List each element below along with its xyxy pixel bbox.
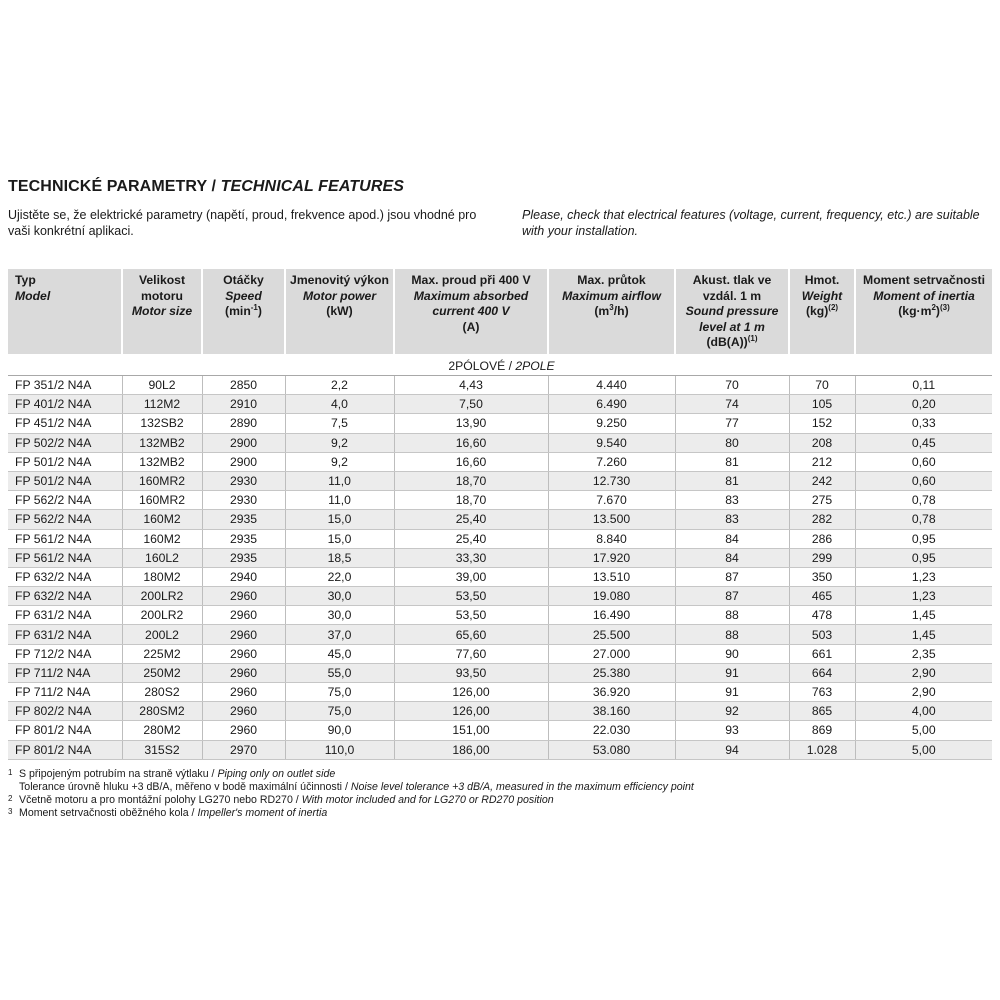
- cell-max-airflow: 7.670: [548, 491, 675, 510]
- cell-moment-of-inertia: 1,23: [855, 587, 992, 606]
- cell-motor-size: 132MB2: [122, 433, 202, 452]
- cell-moment-of-inertia: 0,95: [855, 529, 992, 548]
- cell-motor-size: 132SB2: [122, 414, 202, 433]
- footnote: [8, 768, 992, 781]
- cell-motor-power: 2,2: [285, 376, 394, 395]
- cell-max-current: 16,60: [394, 433, 548, 452]
- cell-weight: 282: [789, 510, 855, 529]
- cell-model: FP 711/2 N4A: [8, 663, 122, 682]
- cell-max-airflow: 9.540: [548, 433, 675, 452]
- cell-speed: 2900: [202, 452, 285, 471]
- footnote: [8, 781, 992, 794]
- footnote-text-cz: Tolerance úrovně hluku +3 dB/A, měřeno v bodě maximální účinnosti /: [19, 781, 348, 793]
- cell-max-airflow: 7.260: [548, 452, 675, 471]
- cell-model: FP 502/2 N4A: [8, 433, 122, 452]
- page-title: [8, 178, 404, 196]
- cell-speed: 2930: [202, 491, 285, 510]
- header-max-airflow: Max. průtok Maximum airflow $(m^3/h)$: [548, 269, 675, 354]
- cell-sound-pressure: 84: [675, 529, 789, 548]
- cell-motor-size: 200L2: [122, 625, 202, 644]
- footnote-number: 1: [8, 768, 13, 777]
- cell-motor-size: 280SM2: [122, 702, 202, 721]
- cell-max-airflow: 17.920: [548, 548, 675, 567]
- cell-max-airflow: 16.490: [548, 606, 675, 625]
- footnotes: [8, 768, 992, 820]
- cell-motor-power: 55,0: [285, 663, 394, 682]
- table-row: [8, 491, 992, 510]
- table-row: [8, 433, 992, 452]
- table-row: [8, 663, 992, 682]
- table-row: [8, 740, 992, 759]
- table-row: [8, 452, 992, 471]
- title-en: TECHNICAL FEATURES: [220, 178, 405, 195]
- header-moment-of-inertia: Moment setrvačnosti Moment of inertia $(kg\cdot m^2)^{(3)}$: [855, 269, 992, 354]
- header-motor-power: Jmenovitý výkon Motor power (kW): [285, 269, 394, 354]
- header-weight: Hmot. Weight (kg)$^{(2)}$: [789, 269, 855, 354]
- cell-speed: 2930: [202, 471, 285, 490]
- cell-weight: 478: [789, 606, 855, 625]
- cell-model: FP 562/2 N4A: [8, 510, 122, 529]
- cell-speed: 2970: [202, 740, 285, 759]
- cell-weight: 763: [789, 683, 855, 702]
- cell-sound-pressure: 83: [675, 491, 789, 510]
- cell-max-airflow: 38.160: [548, 702, 675, 721]
- cell-sound-pressure: 87: [675, 567, 789, 586]
- cell-weight: 242: [789, 471, 855, 490]
- cell-motor-size: 132MB2: [122, 452, 202, 471]
- cell-moment-of-inertia: 0,60: [855, 471, 992, 490]
- table-row: [8, 625, 992, 644]
- cell-max-airflow: 12.730: [548, 471, 675, 490]
- footnote-text-en: Impeller's moment of inertia: [197, 807, 328, 819]
- cell-sound-pressure: 74: [675, 395, 789, 414]
- cell-motor-size: 280S2: [122, 683, 202, 702]
- cell-sound-pressure: 90: [675, 644, 789, 663]
- cell-motor-power: 18,5: [285, 548, 394, 567]
- cell-sound-pressure: 87: [675, 587, 789, 606]
- cell-model: FP 631/2 N4A: [8, 606, 122, 625]
- cell-weight: 286: [789, 529, 855, 548]
- cell-max-current: 53,50: [394, 606, 548, 625]
- cell-moment-of-inertia: 1,23: [855, 567, 992, 586]
- cell-motor-power: 110,0: [285, 740, 394, 759]
- cell-moment-of-inertia: 0,20: [855, 395, 992, 414]
- cell-max-airflow: 8.840: [548, 529, 675, 548]
- table-row: [8, 510, 992, 529]
- table-row: [8, 471, 992, 490]
- footnote-text-en: Piping only on outlet side: [217, 768, 336, 780]
- cell-model: FP 631/2 N4A: [8, 625, 122, 644]
- cell-moment-of-inertia: 4,00: [855, 702, 992, 721]
- cell-motor-power: 22,0: [285, 567, 394, 586]
- cell-moment-of-inertia: 1,45: [855, 625, 992, 644]
- footnote-text-en: With motor included and for LG270 or RD270 position: [301, 794, 554, 806]
- cell-motor-power: 9,2: [285, 452, 394, 471]
- cell-motor-power: 11,0: [285, 491, 394, 510]
- cell-motor-size: 200LR2: [122, 587, 202, 606]
- cell-motor-size: 160MR2: [122, 491, 202, 510]
- cell-motor-size: 160MR2: [122, 471, 202, 490]
- header-model: Typ Model: [8, 269, 122, 354]
- cell-moment-of-inertia: 2,90: [855, 663, 992, 682]
- footnote-number: 2: [8, 794, 13, 803]
- intro-cz: Ujistěte se, že elektrické parametry (napětí, proud, frekvence apod.) jsou vhodné pro vaši konkrétní aplikaci.: [8, 208, 477, 238]
- footnote-text-cz: Včetně motoru a pro montážní polohy LG270 nebo RD270 /: [19, 794, 299, 806]
- cell-sound-pressure: 91: [675, 683, 789, 702]
- cell-moment-of-inertia: 1,45: [855, 606, 992, 625]
- cell-max-airflow: 13.510: [548, 567, 675, 586]
- table-row: [8, 414, 992, 433]
- footnote: [8, 794, 992, 807]
- cell-moment-of-inertia: 0,33: [855, 414, 992, 433]
- cell-max-current: 53,50: [394, 587, 548, 606]
- cell-moment-of-inertia: 5,00: [855, 740, 992, 759]
- cell-sound-pressure: 77: [675, 414, 789, 433]
- cell-speed: 2960: [202, 606, 285, 625]
- cell-speed: 2960: [202, 702, 285, 721]
- cell-max-current: 25,40: [394, 529, 548, 548]
- cell-speed: 2935: [202, 529, 285, 548]
- cell-max-airflow: 27.000: [548, 644, 675, 663]
- cell-moment-of-inertia: 0,60: [855, 452, 992, 471]
- cell-weight: 105: [789, 395, 855, 414]
- cell-max-current: 4,43: [394, 376, 548, 395]
- cell-model: FP 561/2 N4A: [8, 529, 122, 548]
- cell-max-current: 126,00: [394, 702, 548, 721]
- cell-motor-size: 315S2: [122, 740, 202, 759]
- cell-moment-of-inertia: 0,45: [855, 433, 992, 452]
- cell-motor-power: 4,0: [285, 395, 394, 414]
- header-max-current: Max. proud při 400 V Maximum absorbed current 400 V (A): [394, 269, 548, 354]
- cell-weight: 70: [789, 376, 855, 395]
- cell-motor-size: 160M2: [122, 510, 202, 529]
- cell-weight: 865: [789, 702, 855, 721]
- cell-moment-of-inertia: 0,11: [855, 376, 992, 395]
- table-row: [8, 395, 992, 414]
- cell-motor-size: 280M2: [122, 721, 202, 740]
- group-row-2pole: [8, 354, 992, 376]
- cell-sound-pressure: 88: [675, 625, 789, 644]
- table-row: [8, 606, 992, 625]
- cell-motor-power: 11,0: [285, 471, 394, 490]
- table-row: [8, 567, 992, 586]
- cell-max-current: 39,00: [394, 567, 548, 586]
- cell-moment-of-inertia: 5,00: [855, 721, 992, 740]
- cell-motor-power: 30,0: [285, 587, 394, 606]
- cell-weight: 275: [789, 491, 855, 510]
- cell-weight: 299: [789, 548, 855, 567]
- cell-sound-pressure: 70: [675, 376, 789, 395]
- cell-model: FP 451/2 N4A: [8, 414, 122, 433]
- cell-moment-of-inertia: 2,35: [855, 644, 992, 663]
- cell-max-airflow: 19.080: [548, 587, 675, 606]
- header-speed: Otáčky Speed $(\min^{-1})$: [202, 269, 285, 354]
- cell-speed: 2935: [202, 548, 285, 567]
- table-row: [8, 721, 992, 740]
- cell-motor-power: 37,0: [285, 625, 394, 644]
- cell-speed: 2960: [202, 663, 285, 682]
- cell-max-current: 126,00: [394, 683, 548, 702]
- cell-sound-pressure: 84: [675, 548, 789, 567]
- cell-sound-pressure: 92: [675, 702, 789, 721]
- table-row: [8, 644, 992, 663]
- cell-motor-size: 200LR2: [122, 606, 202, 625]
- cell-weight: 152: [789, 414, 855, 433]
- cell-max-current: 13,90: [394, 414, 548, 433]
- cell-motor-size: 180M2: [122, 567, 202, 586]
- cell-motor-power: 9,2: [285, 433, 394, 452]
- cell-speed: 2900: [202, 433, 285, 452]
- cell-max-current: 65,60: [394, 625, 548, 644]
- footnote-number: 3: [8, 807, 13, 816]
- cell-max-airflow: 6.490: [548, 395, 675, 414]
- cell-max-current: 18,70: [394, 491, 548, 510]
- cell-motor-size: 112M2: [122, 395, 202, 414]
- cell-sound-pressure: 80: [675, 433, 789, 452]
- cell-moment-of-inertia: 0,78: [855, 491, 992, 510]
- group-label: 2PÓLOVÉ / 2POLE: [8, 354, 992, 376]
- cell-max-airflow: 53.080: [548, 740, 675, 759]
- cell-motor-power: 45,0: [285, 644, 394, 663]
- cell-max-current: 186,00: [394, 740, 548, 759]
- table-row: [8, 702, 992, 721]
- cell-max-current: 77,60: [394, 644, 548, 663]
- cell-speed: 2890: [202, 414, 285, 433]
- cell-sound-pressure: 93: [675, 721, 789, 740]
- cell-max-airflow: 13.500: [548, 510, 675, 529]
- cell-max-airflow: 4.440: [548, 376, 675, 395]
- cell-moment-of-inertia: 0,95: [855, 548, 992, 567]
- cell-motor-size: 160M2: [122, 529, 202, 548]
- cell-weight: 212: [789, 452, 855, 471]
- cell-model: FP 632/2 N4A: [8, 587, 122, 606]
- cell-speed: 2960: [202, 587, 285, 606]
- cell-motor-power: 75,0: [285, 683, 394, 702]
- cell-max-current: 93,50: [394, 663, 548, 682]
- cell-model: FP 562/2 N4A: [8, 491, 122, 510]
- cell-motor-size: 160L2: [122, 548, 202, 567]
- cell-model: FP 501/2 N4A: [8, 452, 122, 471]
- cell-weight: 503: [789, 625, 855, 644]
- cell-max-current: 16,60: [394, 452, 548, 471]
- footnote-text-en: Noise level tolerance +3 dB/A, measured in the maximum efficiency point: [350, 781, 694, 793]
- cell-model: FP 712/2 N4A: [8, 644, 122, 663]
- table-row: [8, 376, 992, 395]
- cell-speed: 2935: [202, 510, 285, 529]
- cell-max-current: 7,50: [394, 395, 548, 414]
- cell-max-current: 151,00: [394, 721, 548, 740]
- cell-motor-size: 90L2: [122, 376, 202, 395]
- header-motor-size: Velikost motoru Motor size: [122, 269, 202, 354]
- cell-max-airflow: 9.250: [548, 414, 675, 433]
- cell-motor-size: 250M2: [122, 663, 202, 682]
- cell-weight: 869: [789, 721, 855, 740]
- title-cz: TECHNICKÉ PARAMETRY /: [8, 178, 217, 195]
- cell-motor-power: 7,5: [285, 414, 394, 433]
- cell-model: FP 801/2 N4A: [8, 740, 122, 759]
- footnote: [8, 807, 992, 820]
- cell-model: FP 802/2 N4A: [8, 702, 122, 721]
- cell-weight: 208: [789, 433, 855, 452]
- cell-motor-power: 90,0: [285, 721, 394, 740]
- cell-speed: 2960: [202, 721, 285, 740]
- cell-weight: 350: [789, 567, 855, 586]
- cell-speed: 2940: [202, 567, 285, 586]
- cell-weight: 465: [789, 587, 855, 606]
- cell-model: FP 561/2 N4A: [8, 548, 122, 567]
- table-header-row: [8, 269, 992, 354]
- cell-sound-pressure: 88: [675, 606, 789, 625]
- cell-moment-of-inertia: 2,90: [855, 683, 992, 702]
- intro-en: Please, check that electrical features (voltage, current, frequency, etc.) are suitable with your installation.: [522, 208, 980, 238]
- cell-weight: 664: [789, 663, 855, 682]
- cell-model: FP 501/2 N4A: [8, 471, 122, 490]
- table-row: [8, 548, 992, 567]
- technical-features-table: [8, 269, 992, 760]
- cell-max-current: 25,40: [394, 510, 548, 529]
- cell-motor-power: 15,0: [285, 529, 394, 548]
- cell-sound-pressure: 81: [675, 452, 789, 471]
- cell-max-current: 33,30: [394, 548, 548, 567]
- cell-max-airflow: 22.030: [548, 721, 675, 740]
- cell-weight: 661: [789, 644, 855, 663]
- cell-sound-pressure: 83: [675, 510, 789, 529]
- table-row: [8, 529, 992, 548]
- cell-model: FP 801/2 N4A: [8, 721, 122, 740]
- cell-sound-pressure: 91: [675, 663, 789, 682]
- cell-max-airflow: 25.380: [548, 663, 675, 682]
- cell-max-airflow: 25.500: [548, 625, 675, 644]
- cell-speed: 2910: [202, 395, 285, 414]
- cell-model: FP 401/2 N4A: [8, 395, 122, 414]
- cell-model: FP 711/2 N4A: [8, 683, 122, 702]
- footnote-text-cz: S připojeným potrubím na straně výtlaku /: [19, 768, 215, 780]
- header-sound-pressure: Akust. tlak ve vzdál. 1 m Sound pressure level at 1 m $(dB(A))^{(1)}$: [675, 269, 789, 354]
- table-row: [8, 683, 992, 702]
- cell-motor-power: 75,0: [285, 702, 394, 721]
- cell-moment-of-inertia: 0,78: [855, 510, 992, 529]
- cell-sound-pressure: 81: [675, 471, 789, 490]
- cell-speed: 2960: [202, 683, 285, 702]
- cell-speed: 2960: [202, 625, 285, 644]
- cell-sound-pressure: 94: [675, 740, 789, 759]
- cell-speed: 2850: [202, 376, 285, 395]
- cell-motor-power: 15,0: [285, 510, 394, 529]
- cell-weight: 1.028: [789, 740, 855, 759]
- cell-max-current: 18,70: [394, 471, 548, 490]
- table-row: [8, 587, 992, 606]
- cell-model: FP 632/2 N4A: [8, 567, 122, 586]
- cell-max-airflow: 36.920: [548, 683, 675, 702]
- footnote-text-cz: Moment setrvačnosti oběžného kola /: [19, 807, 195, 819]
- cell-speed: 2960: [202, 644, 285, 663]
- cell-model: FP 351/2 N4A: [8, 376, 122, 395]
- cell-motor-power: 30,0: [285, 606, 394, 625]
- cell-motor-size: 225M2: [122, 644, 202, 663]
